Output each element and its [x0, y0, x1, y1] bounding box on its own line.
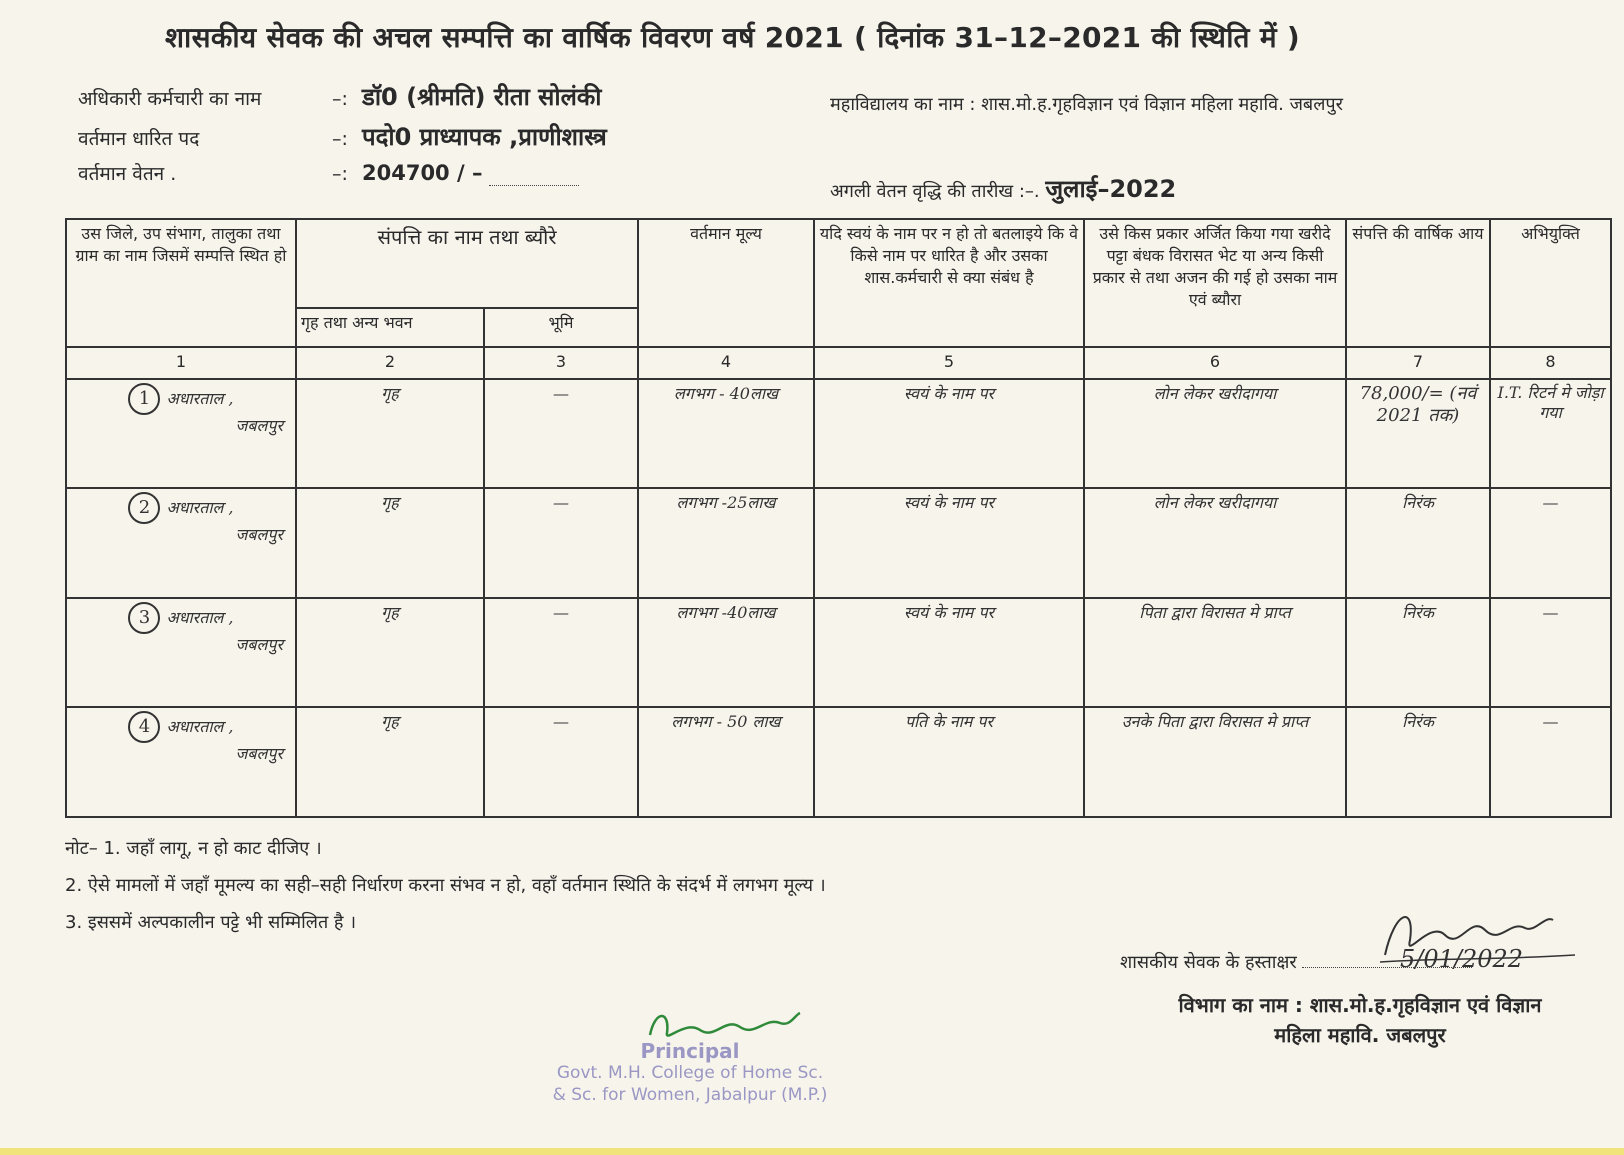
- notes-section: [65, 830, 826, 941]
- note-line: नोट– 1. जहाँ लागू, न हो काट दीजिए ।: [65, 838, 322, 859]
- officer-salary-label: वर्तमान वेतन .: [78, 163, 177, 185]
- location-line1: अधारताल ,: [166, 607, 234, 627]
- acquisition-cell: लोन लेकर खरीदागया: [1084, 488, 1346, 598]
- bottom-edge: [0, 1148, 1624, 1155]
- income-cell: निरंक: [1346, 707, 1490, 817]
- header-remarks: अभियुक्ति: [1490, 219, 1611, 347]
- officer-post-label: वर्तमान धारित पद: [78, 128, 200, 150]
- signature-date: 5/01/2022: [1400, 945, 1524, 973]
- holder-cell: स्वयं के नाम पर: [814, 379, 1084, 489]
- stamp-line2: Govt. M.H. College of Home Sc.: [556, 1063, 824, 1083]
- officer-name-sep: –:: [332, 88, 348, 110]
- building-cell: गृह: [296, 488, 484, 598]
- officer-name-label: अधिकारी कर्मचारी का नाम: [78, 88, 262, 110]
- acquisition-cell: उनके पिता द्वारा विरासत मे प्राप्त: [1084, 707, 1346, 817]
- col-number: 4: [638, 347, 814, 379]
- location-line1: अधारताल ,: [166, 498, 234, 518]
- department-line1: विभाग का नाम : शास.मो.ह.गृहविज्ञान एवं विज्ञान: [1178, 993, 1542, 1017]
- building-cell: गृह: [296, 598, 484, 708]
- header-land: भूमि: [484, 308, 638, 346]
- salary-dotted-line: [489, 184, 579, 186]
- location-line2: जबलपुर: [235, 634, 283, 654]
- land-cell: —: [484, 379, 638, 489]
- signature-label: शासकीय सेवक के हस्ताक्षर: [1120, 952, 1297, 973]
- remark-cell: —: [1490, 598, 1611, 708]
- signature-label-row: [1120, 950, 1472, 974]
- acquisition-cell: पिता द्वारा विरासत मे प्राप्त: [1084, 598, 1346, 708]
- table-row: [66, 488, 1611, 598]
- col-number: 8: [1490, 347, 1611, 379]
- value-cell: लगभग - 40लाख: [638, 379, 814, 489]
- holder-cell: स्वयं के नाम पर: [814, 598, 1084, 708]
- header-location: उस जिले, उप संभाग, तालुका तथा ग्राम का नाम जिसमें सम्पत्ति स्थित हो: [66, 219, 296, 347]
- building-cell: गृह: [296, 707, 484, 817]
- officer-salary-sep: –:: [332, 163, 348, 185]
- holder-cell: स्वयं के नाम पर: [814, 488, 1084, 598]
- acquisition-cell: लोन लेकर खरीदागया: [1084, 379, 1346, 489]
- income-cell: निरंक: [1346, 598, 1490, 708]
- note-line: 2. ऐसे मामलों में जहाँ मूमल्य का सही–सही निर्धारण करना संभव न हो, वहाँ वर्तमान स्थिति के संदर्भ में लगभग मूल्य ।: [65, 875, 826, 896]
- location-line1: अधारताल ,: [166, 388, 234, 408]
- location-cell: [66, 598, 296, 708]
- serial-number: 4: [128, 711, 160, 743]
- property-table: [65, 218, 1612, 818]
- remark-cell: —: [1490, 488, 1611, 598]
- header-current-value: वर्तमान मूल्य: [638, 219, 814, 347]
- land-cell: —: [484, 598, 638, 708]
- header-annual-income: संपत्ति की वार्षिक आय: [1346, 219, 1490, 347]
- officer-salary-row: [78, 160, 579, 186]
- college-name: महाविद्यालय का नाम : शास.मो.ह.गृहविज्ञान एवं विज्ञान महिला महावि. जबलपुर: [830, 94, 1344, 115]
- officer-salary-value: 204700 / –: [362, 161, 483, 185]
- location-cell: [66, 488, 296, 598]
- signature-dotted-line: [1302, 967, 1472, 968]
- stamp-line3: & Sc. for Women, Jabalpur (M.P.): [552, 1085, 828, 1105]
- officer-post-value: पदो0 प्राध्यापक ,प्राणीशास्त्र: [362, 123, 607, 151]
- land-cell: —: [484, 707, 638, 817]
- col-number: 1: [66, 347, 296, 379]
- remark-cell: —: [1490, 707, 1611, 817]
- table-row: [66, 707, 1611, 817]
- serial-number: 3: [128, 602, 160, 634]
- header-property-name: संपत्ति का नाम तथा ब्यौरे: [296, 219, 638, 308]
- remark-cell: I.T. रिटर्न मे जोड़ा गया: [1490, 379, 1611, 489]
- col-number: 6: [1084, 347, 1346, 379]
- principal-stamp: [520, 1040, 860, 1106]
- header-building: गृह तथा अन्य भवन: [296, 308, 484, 346]
- department-line2: महिला महावि. जबलपुर: [1274, 1023, 1446, 1047]
- value-cell: लगभग -25लाख: [638, 488, 814, 598]
- table-row: [66, 379, 1611, 489]
- location-cell: [66, 707, 296, 817]
- note-line: 3. इससमें अल्पकालीन पट्टे भी सम्मिलित है ।: [65, 912, 357, 933]
- officer-name-row: [78, 80, 602, 113]
- col-number: 5: [814, 347, 1084, 379]
- location-line2: जबलपुर: [235, 525, 283, 545]
- land-cell: —: [484, 488, 638, 598]
- column-number-row: [66, 347, 1611, 379]
- income-cell: निरंक: [1346, 488, 1490, 598]
- table-row: [66, 598, 1611, 708]
- officer-post-sep: –:: [332, 128, 348, 150]
- department-name: [1120, 990, 1600, 1050]
- header-acquisition: उसे किस प्रकार अर्जित किया गया खरीदे पट्टा बंधक विरासत भेट या अन्य किसी प्रकार से तथा अजन की गई हो उसका नाम एवं ब्यौरा: [1084, 219, 1346, 347]
- serial-number: 2: [128, 492, 160, 524]
- value-cell: लगभग - 50 लाख: [638, 707, 814, 817]
- value-cell: लगभग -40लाख: [638, 598, 814, 708]
- increment-row: [830, 172, 1176, 205]
- increment-value: जुलाई–2022: [1045, 175, 1177, 203]
- col-number: 7: [1346, 347, 1490, 379]
- income-cell: 78,000/= (नवं 2021 तक): [1346, 379, 1490, 489]
- col-number: 2: [296, 347, 484, 379]
- location-line2: जबलपुर: [235, 415, 283, 435]
- stamp-line1: Principal: [640, 1039, 740, 1063]
- officer-name-value: डॉ0 (श्रीमति) रीता सोलंकी: [362, 83, 602, 111]
- officer-post-row: [78, 120, 607, 153]
- location-line2: जबलपुर: [235, 744, 283, 764]
- building-cell: गृह: [296, 379, 484, 489]
- location-line1: अधारताल ,: [166, 717, 234, 737]
- header-holder: यदि स्वयं के नाम पर न हो तो बतलाइये कि वे किसे नाम पर धारित है और उसका शास.कर्मचारी से क्या संबंध है: [814, 219, 1084, 347]
- col-number: 3: [484, 347, 638, 379]
- holder-cell: पति के नाम पर: [814, 707, 1084, 817]
- location-cell: [66, 379, 296, 489]
- document-title: शासकीय सेवक की अचल सम्पत्ति का वार्षिक विवरण वर्ष 2021 ( दिनांक 31–12–2021 की स्थिति में ): [165, 21, 1301, 54]
- serial-number: 1: [128, 383, 160, 415]
- increment-label: अगली वेतन वृद्धि की तारीख :–.: [830, 181, 1040, 202]
